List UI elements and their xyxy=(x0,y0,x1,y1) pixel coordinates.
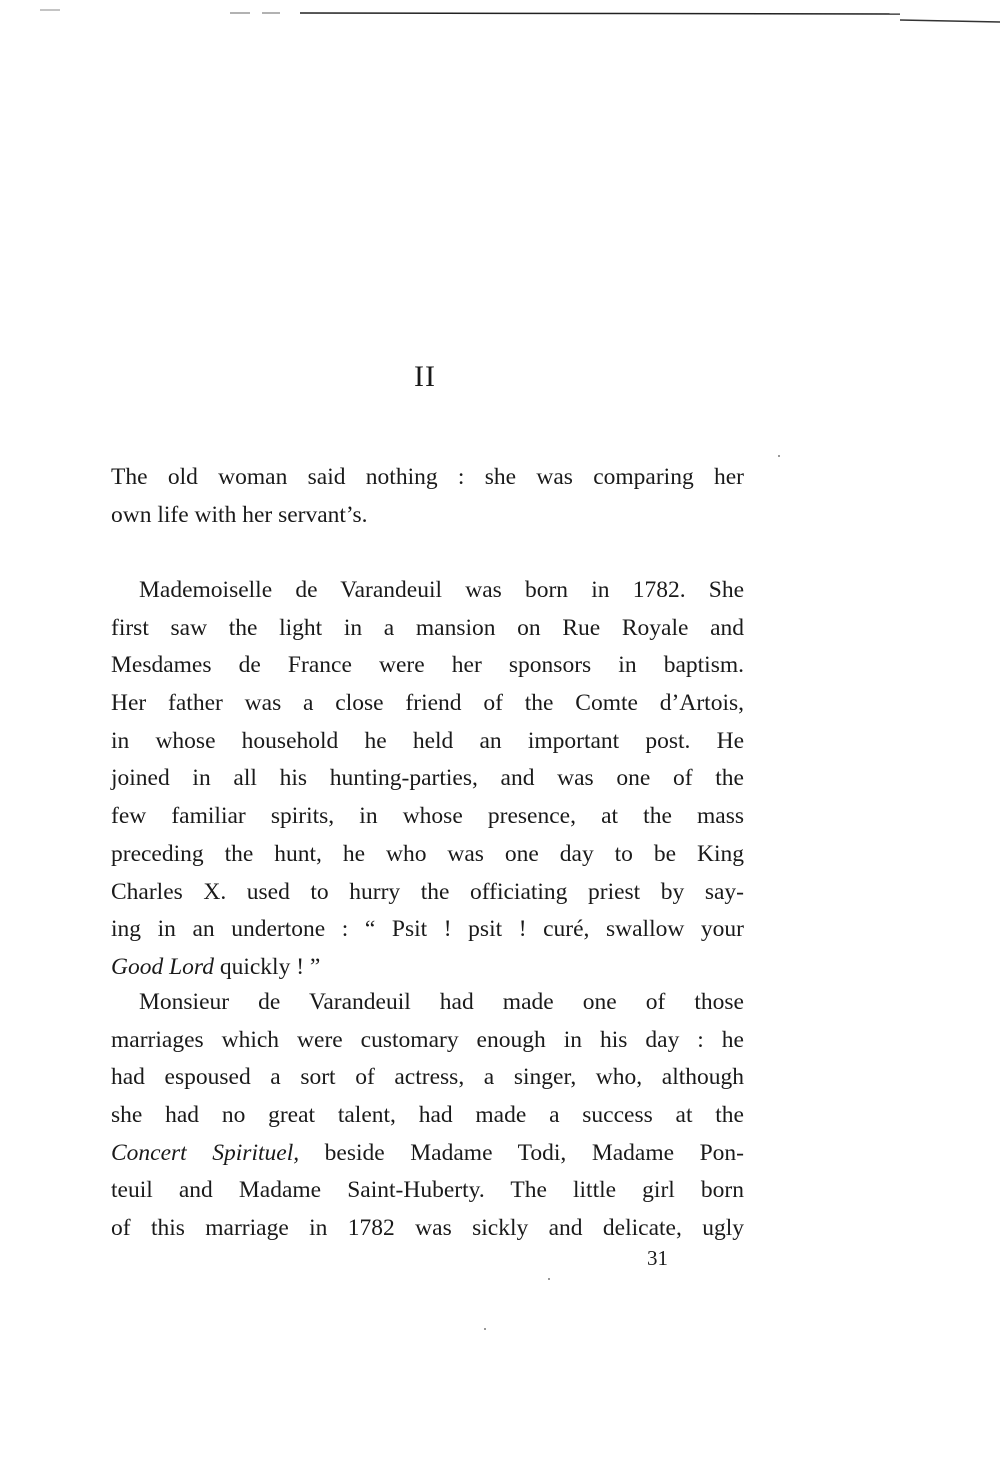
text-line: had espoused a sort of actress, a singer, who, although xyxy=(111,1064,744,1091)
text-line: Her father was a close friend of the Comte d’Artois, xyxy=(111,690,744,717)
text-line: marriages which were customary enough in his day : he xyxy=(111,1026,744,1053)
text-line: joined in all his hunting-parties, and was one of the xyxy=(111,765,744,792)
scan-speck xyxy=(484,1328,486,1330)
paragraph-1 xyxy=(111,459,744,534)
text-line xyxy=(111,1135,744,1173)
text-line: few familiar spirits, in whose presence, at the mass xyxy=(111,803,744,830)
text-fragment: beside Madame Todi, Madame Pon- xyxy=(299,1139,745,1166)
italic-phrase: Concert Spirituel, xyxy=(111,1139,300,1166)
chapter-heading: II xyxy=(414,360,436,393)
scan-speck xyxy=(778,455,780,457)
text-line: own life with her servant’s. xyxy=(111,501,368,528)
page-number: 31 xyxy=(647,1246,668,1270)
italic-phrase: Good Lord xyxy=(111,953,214,980)
text-fragment: quickly ! ” xyxy=(213,953,321,980)
text-line: Monsieur de Varandeuil had made one of those xyxy=(139,989,744,1015)
text-line: in whose household he held an important post. He xyxy=(111,727,744,754)
paragraph-3 xyxy=(111,984,744,1248)
paragraph-2 xyxy=(111,572,744,987)
text-line: The old woman said nothing : she was comparing her xyxy=(111,464,744,490)
text-line: first saw the light in a mansion on Rue Royale and xyxy=(111,614,744,641)
text-line: of this marriage in 1782 was sickly and delicate, ugly xyxy=(111,1215,744,1242)
text-line: Charles X. used to hurry the officiating priest by say- xyxy=(111,878,744,905)
scan-speck xyxy=(548,1278,550,1280)
text-line: Mesdames de France were her sponsors in baptism. xyxy=(111,652,744,679)
text-line: preceding the hunt, he who was one day to be King xyxy=(111,840,744,867)
text-line: ing in an undertone : “ Psit ! psit ! curé, swallow your xyxy=(111,916,744,943)
text-line xyxy=(111,949,744,987)
text-line: teuil and Madame Saint-Huberty. The little girl born xyxy=(111,1177,744,1204)
text-line: she had no great talent, had made a success at the xyxy=(111,1102,744,1129)
scan-edge-marks xyxy=(0,8,1000,28)
text-line: Mademoiselle de Varandeuil was born in 1782. She xyxy=(139,577,744,603)
